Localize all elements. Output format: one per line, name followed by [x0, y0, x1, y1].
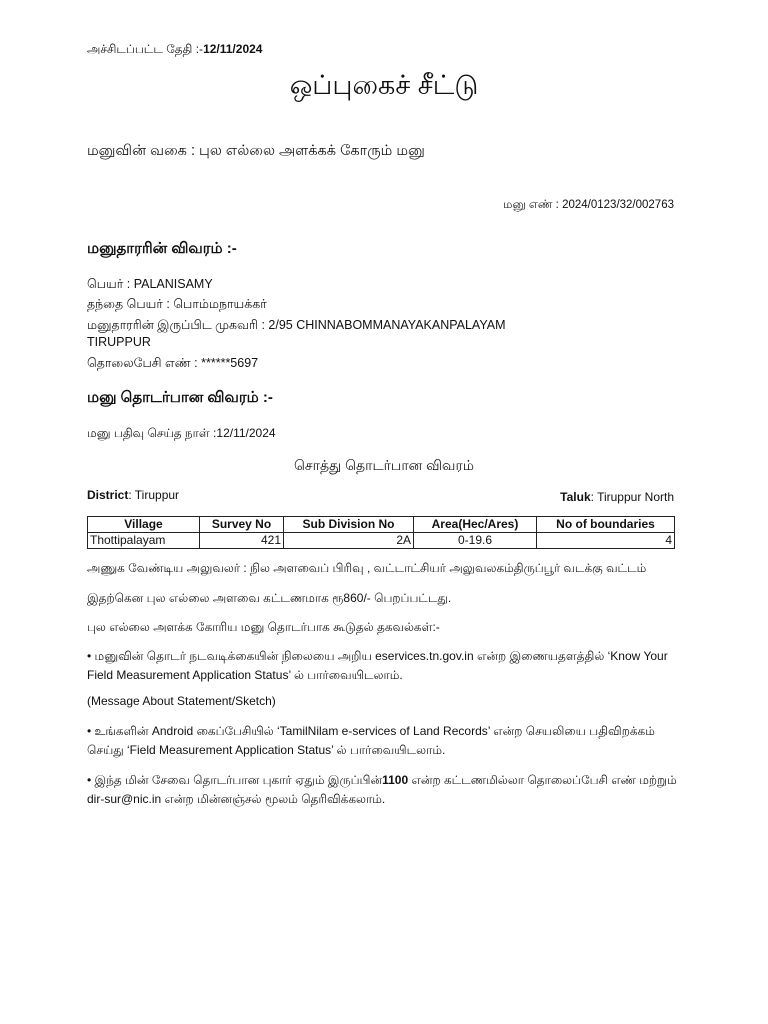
cell-village: Thottipalayam — [88, 533, 200, 549]
application-number-label: மனு எண் : — [503, 199, 563, 211]
address-line1: 2/95 CHINNABOMMANAYAKANPALAYAM — [268, 318, 506, 332]
table-header-row — [88, 517, 675, 533]
phone-label: தொலைபேசி எண் : — [87, 356, 202, 370]
col-boundaries: No of boundaries — [537, 517, 675, 533]
land-details-table — [87, 516, 675, 549]
col-survey-no: Survey No — [200, 517, 284, 533]
fee-prefix: இதற்கென புல எல்லை அளவை கட்டணமாக ரூ — [87, 591, 344, 605]
support-email-link[interactable]: dir-sur@nic.in — [87, 792, 162, 806]
bullet2-text-c: கைப்பேசியில் — [193, 724, 277, 738]
fee-suffix: பெறப்பட்டது. — [370, 591, 452, 605]
father-name — [87, 297, 267, 313]
application-type — [87, 143, 425, 161]
taluk-label: Taluk — [560, 490, 591, 504]
bullet3-text-a: • இந்த மின் சேவை தொடர்பான புகார் ஏதும் இருப்பின் — [87, 773, 383, 787]
bullet1-service-name: ‘Know Your Field Measurement Application Status’ — [87, 649, 668, 682]
application-number — [503, 199, 674, 213]
printed-date-value: 12/11/2024 — [203, 42, 263, 56]
message-sketch: (Message About Statement/Sketch) — [87, 694, 276, 708]
applicant-name-value: PALANISAMY — [133, 277, 213, 291]
application-type-value: புல எல்லை அளக்கக் கோரும் மனு — [199, 143, 425, 159]
bullet2-app-name: ‘TamilNilam e-services of Land Records’ — [277, 724, 490, 738]
table-row — [88, 533, 675, 549]
applicant-name — [87, 277, 213, 293]
bullet3-text-e: என்ற மின்னஞ்சல் மூலம் தெரிவிக்கலாம். — [161, 792, 386, 806]
applicant-phone — [87, 356, 258, 372]
registered-date — [87, 426, 276, 442]
bullet1-text-d: ல் பார்வையிடலாம். — [290, 668, 403, 682]
fee-line — [87, 591, 451, 607]
address-label: மனுதாரரின் இருப்பிட முகவரி : — [87, 318, 269, 332]
applicant-section-title: மனுதாரரின் விவரம் :- — [87, 240, 237, 257]
taluk — [560, 490, 674, 504]
phone-value: ******5697 — [201, 356, 259, 370]
col-village: Village — [88, 517, 200, 533]
bullet2-text-e: என்ற செயலியை பதிவிறக்கம் செய்து — [87, 724, 655, 757]
applicant-address — [87, 318, 506, 334]
bullet2-service-name: ‘Field Measurement Application Status’ — [127, 743, 334, 757]
father-name-value: பொம்மநாயக்கர் — [173, 297, 267, 311]
col-area: Area(Hec/Ares) — [414, 517, 537, 533]
bullet1-text-b: என்ற இணையதளத்தில் — [473, 649, 608, 663]
cell-sub-division-no: 2A — [284, 533, 414, 549]
district-value: : Tiruppur — [128, 488, 180, 502]
bullet1-text: • மனுவின் தொடர் நடவடிக்கையின் நிலையை அறிய — [87, 649, 376, 663]
property-section-title: சொத்து தொடர்பான விவரம் — [294, 457, 474, 473]
cell-survey-no: 421 — [200, 533, 284, 549]
fee-value: 860/- — [343, 591, 371, 605]
district-label: District — [87, 488, 129, 502]
application-number-value: 2024/0123/32/002763 — [562, 199, 674, 211]
col-sub-division-no: Sub Division No — [284, 517, 414, 533]
registered-date-label: மனு பதிவு செய்த நாள் : — [87, 426, 217, 440]
helpline-number: 1100 — [382, 773, 409, 787]
cell-boundaries: 4 — [537, 533, 675, 549]
bullet-status-website — [87, 647, 687, 685]
bullet3-text-c: என்ற கட்டணமில்லா தொலைப்பேசி எண் மற்றும் — [408, 773, 677, 787]
printed-date — [87, 42, 262, 58]
bullet-complaint — [87, 771, 687, 809]
district — [87, 488, 179, 502]
taluk-value: : Tiruppur North — [590, 490, 674, 504]
registered-date-value: 12/11/2024 — [216, 426, 276, 440]
officer-line: அணுக வேண்டிய அலுவலர் : நில அளவைப் பிரிவு , வட்டாட்சியர் அலுவலகம்திருப்பூர் வடக்கு வட்டம் — [87, 561, 647, 575]
page-title: ஒப்புகைச் சீட்டு — [289, 70, 479, 100]
bullet2-text-a: • உங்களின் — [87, 724, 152, 738]
bullet2-text-g: ல் பார்வையிடலாம். — [333, 743, 446, 757]
father-name-label: தந்தை பெயர் : — [87, 297, 174, 311]
application-type-label: மனுவின் வகை : — [87, 143, 200, 159]
printed-date-label: அச்சிடப்பட்ட தேதி :- — [87, 42, 204, 56]
address-line2: TIRUPPUR — [87, 335, 151, 349]
bullet2-android: Android — [151, 724, 194, 738]
cell-area: 0-19.6 — [414, 533, 537, 549]
application-section-title: மனு தொடர்பான விவரம் :- — [87, 389, 273, 406]
additional-info-heading: புல எல்லை அளக்க கோரிய மனு தொடர்பாக கூடுதல் தகவல்கள்:- — [87, 620, 440, 634]
eservices-link[interactable]: eservices.tn.gov.in — [375, 649, 474, 663]
bullet-android-app — [87, 722, 687, 760]
applicant-name-label: பெயர் : — [87, 277, 134, 291]
